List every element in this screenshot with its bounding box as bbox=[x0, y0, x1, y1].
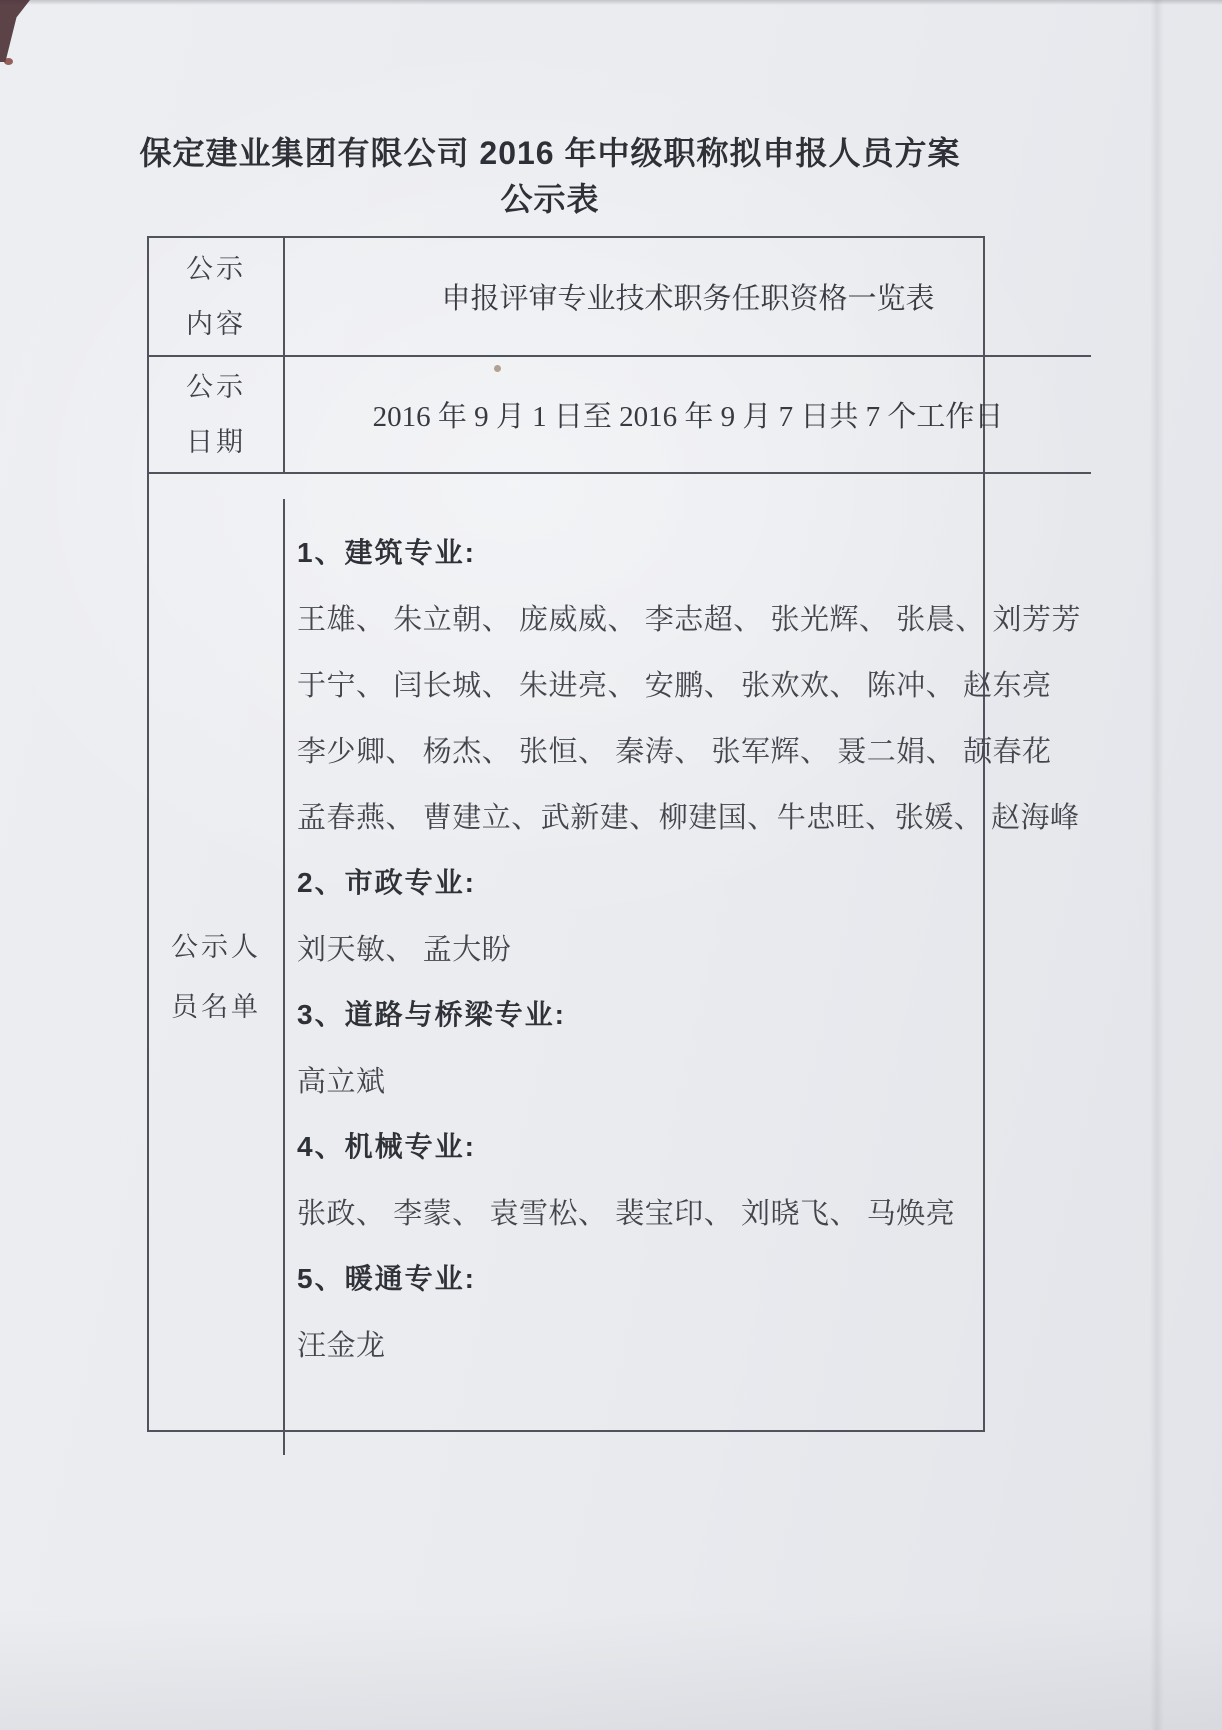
name-list-line: 高立斌 bbox=[297, 1065, 386, 1098]
cell-publicity-date bbox=[285, 357, 1091, 474]
cell-publicity-content bbox=[285, 238, 1091, 357]
scan-speck-red bbox=[4, 58, 13, 65]
scan-crease bbox=[1150, 0, 1164, 1730]
name-list-line: 于宁、 闫长城、 朱进亮、 安鹏、 张欢欢、 陈冲、 赵东亮 bbox=[297, 669, 1052, 702]
publicity-date-text: 2016 年 9 月 1 日至 2016 年 9 月 7 日共 7 个工作日 bbox=[372, 401, 1004, 433]
document-title: 保定建业集团有限公司 2016 年中级职称拟申报人员方案公示表 bbox=[139, 135, 961, 217]
label-text: 员名单 bbox=[171, 992, 261, 1022]
label-text: 公示 bbox=[186, 253, 246, 284]
label-text: 公示 bbox=[186, 371, 246, 402]
scan-corner-artifact bbox=[0, 0, 30, 62]
section-heading-hvac: 5、暖通专业: bbox=[297, 1263, 476, 1294]
cell-personnel-list bbox=[285, 474, 1091, 1430]
row-label-personnel-list bbox=[149, 499, 285, 1455]
section-heading-road-bridge: 3、道路与桥梁专业: bbox=[297, 999, 566, 1030]
notice-table bbox=[147, 236, 1082, 1432]
name-list-line: 孟春燕、 曹建立、武新建、柳建国、牛忠旺、张媛、 赵海峰 bbox=[297, 801, 1080, 834]
name-list-line: 王雄、 朱立朝、 庞威威、 李志超、 张光辉、 张晨、 刘芳芳 bbox=[297, 603, 1082, 636]
row-label-publicity-content bbox=[149, 238, 285, 357]
label-text: 内容 bbox=[186, 308, 246, 339]
row-label-publicity-date bbox=[149, 357, 285, 474]
label-text: 公示人 bbox=[171, 932, 261, 962]
publicity-content-text: 申报评审专业技术职务任职资格一览表 bbox=[441, 283, 935, 315]
scan-bottom-shade bbox=[0, 1610, 1222, 1730]
name-list-line: 刘天敏、 孟大盼 bbox=[297, 933, 512, 966]
name-list-line: 汪金龙 bbox=[297, 1329, 386, 1362]
name-list-line: 李少卿、 杨杰、 张恒、 秦涛、 张军辉、 聂二娟、 颉春花 bbox=[297, 735, 1052, 768]
section-heading-municipal: 2、市政专业: bbox=[297, 867, 476, 898]
section-heading-architecture: 1、建筑专业: bbox=[297, 537, 476, 568]
scan-edge-shadow bbox=[0, 0, 1222, 5]
label-text: 日期 bbox=[186, 426, 246, 457]
section-heading-machinery: 4、机械专业: bbox=[297, 1131, 476, 1162]
name-list-line: 张政、 李蒙、 袁雪松、 裴宝印、 刘晓飞、 马焕亮 bbox=[297, 1197, 956, 1230]
